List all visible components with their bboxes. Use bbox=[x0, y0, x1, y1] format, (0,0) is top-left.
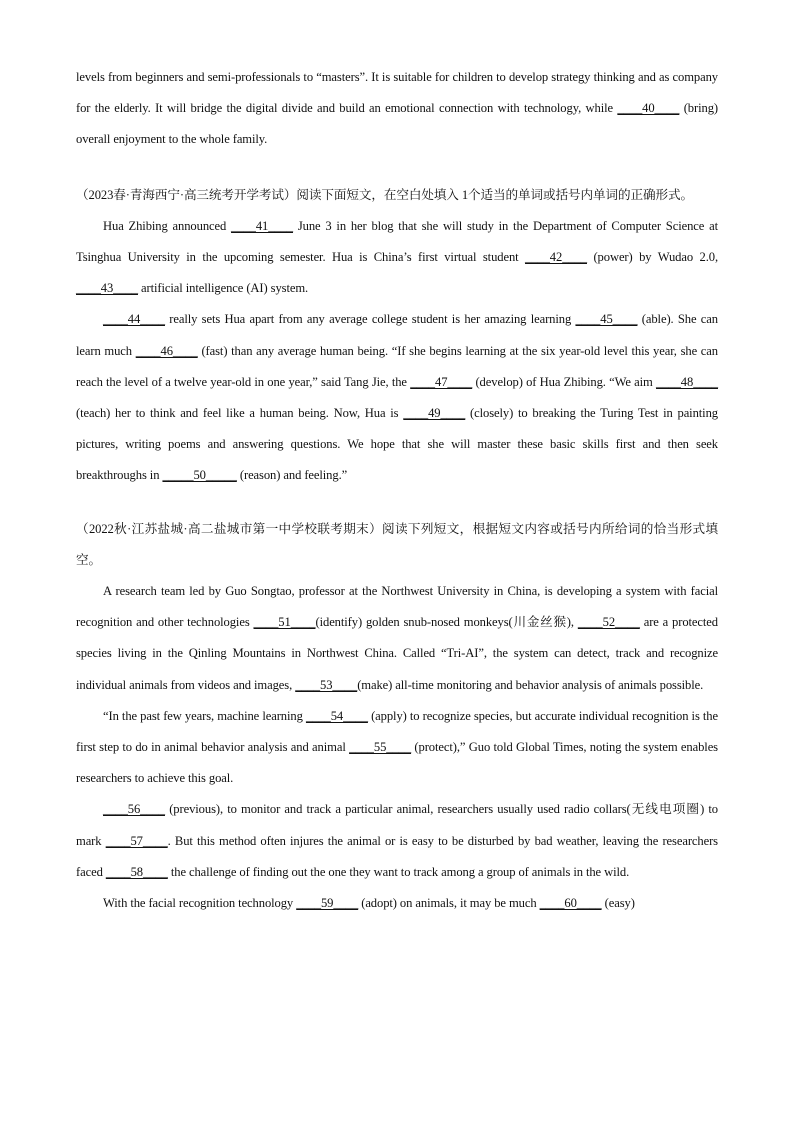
section2-paragraph-2 bbox=[76, 304, 718, 491]
blank-53: ____53____ bbox=[295, 677, 358, 692]
s3p3-text-1: (previous), to monitor and track a particular animal, researchers usually used radio collars(无线电项圈) to mark bbox=[76, 802, 718, 848]
intro-text-a: levels from beginners and semi-professionals to “masters”. It is suitable for children to develop strategy thinking and as company for the elderly. It will bridge the digital divide and build an emotional connection with technology, while bbox=[76, 70, 718, 116]
s3p1-text-1: A research team led by Guo Songtao, professor at the Northwest University in China, is developing a system with facial recognition and other technologies bbox=[76, 584, 718, 630]
s3p2-text-3: (protect),” Guo told Global Times, noting the system enables researchers to achieve this goal. bbox=[76, 740, 718, 786]
s3p2-text-2: (apply) to recognize species, but accurate individual recognition is the first step to do in animal behavior analysis and animal bbox=[76, 708, 718, 755]
section2-header: （2023春·青海西宁·高三统考开学考试）阅读下面短文，在空白处填入 1个适当的单词或括号内单词的正确形式。 bbox=[76, 187, 693, 202]
blank-60: ____60____ bbox=[539, 896, 602, 911]
blank-43: ____43____ bbox=[76, 281, 138, 296]
section3-header: （2022秋·江苏盐城·高二盐城市第一中学校联考期末）阅读下列短文，根据短文内容或括号内所给词的恰当形式填空。 bbox=[76, 521, 718, 567]
blank-52: ____52____ bbox=[577, 615, 640, 630]
s2p1-text-2: June 3 in her blog that she will study in the Department of Computer Science at Tsinghua University in the upcoming semester. Hua is China’s first virtual student bbox=[76, 218, 718, 265]
s2p2-text-1: really sets Hua apart from any average college student is her amazing learning bbox=[164, 312, 576, 327]
s2p2-text-2: (able). She can learn much bbox=[76, 312, 718, 358]
blank-44: ____44____ bbox=[103, 312, 165, 327]
section3-paragraph-3 bbox=[76, 794, 718, 888]
s3p4-text-1: With the facial recognition technology bbox=[103, 896, 297, 911]
blank-59: ____59____ bbox=[296, 896, 359, 911]
blank-50: _____50_____ bbox=[162, 468, 237, 483]
s3p1-text-4: (make) all-time monitoring and behavior analysis of animals possible. bbox=[357, 677, 704, 692]
section3-paragraph-4 bbox=[76, 888, 718, 919]
intro-paragraph bbox=[76, 62, 718, 156]
blank-48: ____48____ bbox=[656, 374, 718, 389]
s2p2-text-3: (fast) than any average human being. “If she begins learning at the six year-old level this year, she can reach the level of a twelve year-old in one year,” said Tang Jie, the bbox=[76, 343, 718, 389]
s2p2-text-5: (teach) her to think and feel like a human being. Now, Hua is bbox=[76, 406, 404, 421]
s2p2-text-6: (closely) to breaking the Turing Test in painting pictures, writing poems and answering questions. We hope that she will master these basic skills first and then seek breakthroughs in bbox=[76, 406, 718, 483]
blank-40: ____40____ bbox=[617, 101, 680, 116]
section2-paragraph-1 bbox=[76, 211, 718, 305]
blank-56: ____56____ bbox=[103, 802, 165, 817]
blank-57: ____57____ bbox=[105, 833, 168, 848]
intro-text-b: (bring) overall enjoyment to the whole family. bbox=[76, 101, 718, 147]
blank-42: ____42____ bbox=[525, 250, 587, 265]
s3p3-text-2: . But this method often injures the animal or is easy to be disturbed by bad weather, leaving the researchers faced bbox=[76, 833, 718, 879]
s2p2-text-4: (develop) of Hua Zhibing. “We aim bbox=[472, 374, 657, 389]
s3p1-text-2: (identify) golden snub-nosed monkeys(川金丝猴), bbox=[315, 615, 578, 630]
blank-58: ____58____ bbox=[105, 864, 168, 879]
blank-45: ____45____ bbox=[575, 312, 638, 327]
blank-46: ____46____ bbox=[135, 343, 198, 358]
blank-41: ____41____ bbox=[231, 218, 294, 233]
blank-49: ____49____ bbox=[403, 406, 466, 421]
s3p3-text-3: the challenge of finding out the one they want to track among a group of animals in the wild. bbox=[167, 864, 630, 879]
blank-47: ____47____ bbox=[410, 374, 473, 389]
s3p1-text-3: are a protected species living in the Qinling Mountains in Northwest China. Called “Tri-AI”, the system can detect, track and recognize individual animals from videos and images, bbox=[76, 615, 718, 692]
s2p1-text-1: Hua Zhibing announced bbox=[103, 218, 232, 233]
blank-51: ____51____ bbox=[253, 615, 316, 630]
s3p2-text-1: “In the past few years, machine learning bbox=[103, 708, 306, 723]
blank-54: ____54____ bbox=[305, 708, 368, 723]
s3p4-text-3: (easy) bbox=[601, 896, 635, 911]
blank-55: ____55____ bbox=[349, 740, 412, 755]
s2p2-text-7: (reason) and feeling.” bbox=[236, 468, 348, 483]
s2p1-text-4: artificial intelligence (AI) system. bbox=[137, 281, 309, 296]
section3-paragraph-1 bbox=[76, 576, 718, 701]
s3p4-text-2: (adopt) on animals, it may be much bbox=[358, 896, 540, 911]
section3-paragraph-2 bbox=[76, 701, 718, 795]
document-page bbox=[76, 62, 718, 919]
s2p1-text-3: (power) by Wudao 2.0, bbox=[587, 250, 719, 265]
